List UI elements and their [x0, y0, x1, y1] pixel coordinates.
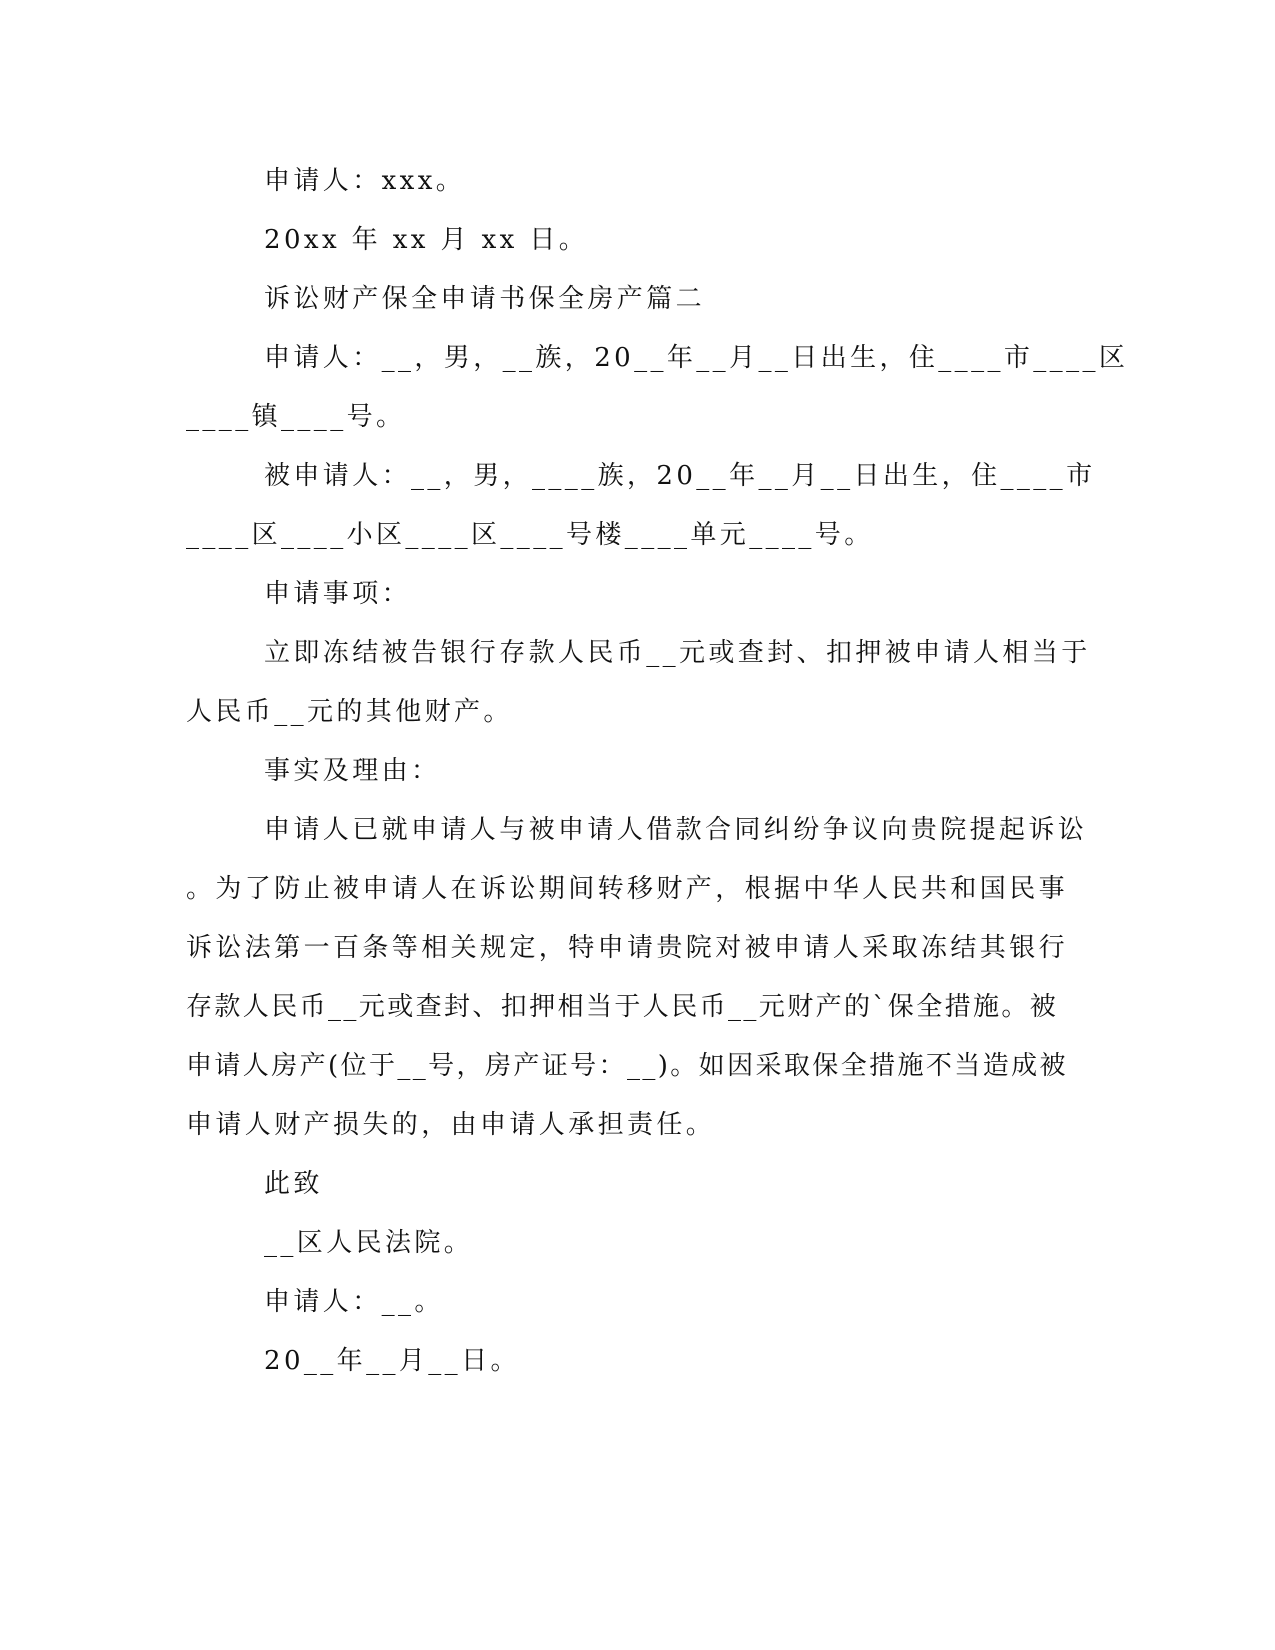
facts-text-line-3: 诉讼法第一百条等相关规定，特申请贵院对被申请人采取冻结其银行 — [186, 933, 1069, 963]
court-name: __区人民法院。 — [264, 1228, 474, 1258]
section-title: 诉讼财产保全申请书保全房产篇二 — [264, 284, 706, 314]
respondent-info-line-1: 被申请人：__，男，____族，20__年__月__日出生，住____市 — [264, 461, 1096, 491]
respondent-info-line-2: ____区____小区____区____号楼____单元____号。 — [186, 520, 874, 550]
request-text-line-2: 人民币__元的其他财产。 — [186, 697, 513, 727]
applicant-signature-blank: 申请人：__。 — [264, 1287, 444, 1317]
facts-heading: 事实及理由： — [264, 756, 441, 786]
facts-text-line-5: 申请人房产(位于__号，房产证号：__)。如因采取保全措施不当造成被 — [186, 1051, 1068, 1081]
facts-text-line-1: 申请人已就申请人与被申请人借款合同纠纷争议向贵院提起诉讼 — [264, 815, 1088, 845]
request-text-line-1: 立即冻结被告银行存款人民币__元或查封、扣押被申请人相当于 — [264, 638, 1091, 668]
request-heading: 申请事项： — [264, 579, 412, 609]
date-blank-line: 20__年__月__日。 — [264, 1346, 520, 1376]
facts-text-line-4: 存款人民币__元或查封、扣押相当于人民币__元财产的`保全措施。被 — [186, 992, 1059, 1022]
date-line: 20xx 年 xx 月 xx 日。 — [264, 225, 589, 255]
applicant-signature-line: 申请人：xxx。 — [264, 166, 466, 196]
facts-text-line-2: 。为了防止被申请人在诉讼期间转移财产，根据中华人民共和国民事 — [186, 874, 1069, 904]
applicant-info-line-2: ____镇____号。 — [186, 402, 406, 432]
closing-salutation: 此致 — [264, 1169, 323, 1199]
applicant-info-line-1: 申请人：__，男，__族，20__年__月__日出生，住____市____区 — [264, 343, 1129, 373]
facts-text-line-6: 申请人财产损失的，由申请人承担责任。 — [186, 1110, 716, 1140]
document-body — [186, 163, 1129, 1402]
